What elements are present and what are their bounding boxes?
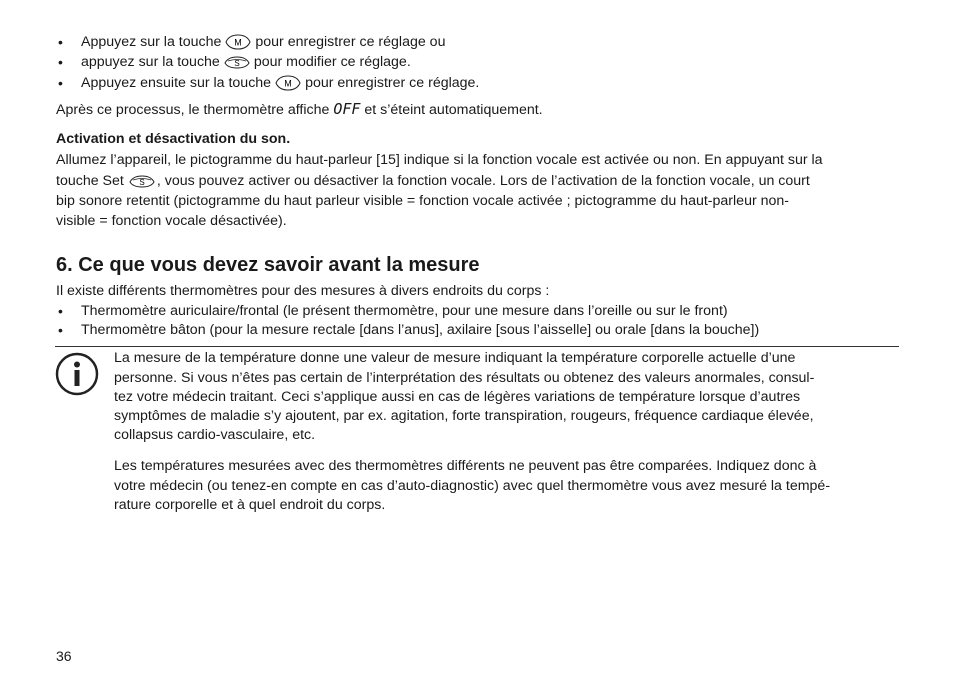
info-text-line: tez votre médecin traitant. Ceci s’applique aussi en cas de légères variations de température lorsque d’autres bbox=[114, 389, 801, 405]
sound-heading: Activation et désactivation du son. bbox=[56, 131, 291, 147]
bullet-marker: • bbox=[58, 54, 63, 70]
info-icon bbox=[55, 352, 99, 396]
bullet-marker: • bbox=[58, 303, 63, 319]
sound-text-line: touche Set S , vous pouvez activer ou désactiver la fonction vocale. Lors de l’activation de la fonction vocale, un court bbox=[56, 171, 810, 195]
svg-text:M: M bbox=[234, 37, 243, 48]
svg-text:M: M bbox=[284, 78, 292, 89]
section-intro: Il existe différents thermomètres pour des mesures à divers endroits du corps : bbox=[56, 283, 550, 299]
sound-text-line: Allumez l’appareil, le pictogramme du haut-parleur [15] indique si la fonction vocale est activée ou non. En appuyant sur la bbox=[56, 152, 823, 168]
sound-text-line: visible = fonction vocale désactivée). bbox=[56, 213, 287, 229]
info-text-line: La mesure de la température donne une valeur de mesure indiquant la température corporelle actuelle d’une bbox=[114, 350, 796, 366]
info-text-line: collapsus cardio-vasculaire, etc. bbox=[114, 427, 316, 443]
svg-text:S: S bbox=[234, 59, 240, 68]
bullet-marker: • bbox=[58, 322, 63, 338]
bullet-marker: • bbox=[58, 75, 63, 91]
bullet-marker: • bbox=[58, 34, 63, 50]
sound-text-line: bip sonore retentit (pictogramme du haut parleur visible = fonction vocale activée ; pictogramme du haut-parleur non- bbox=[56, 193, 790, 209]
page-number: 36 bbox=[56, 648, 72, 664]
thermometer-type-item: Thermomètre auriculaire/frontal (le présent thermomètre, pour une mesure dans l’oreille ou sur le front) bbox=[81, 303, 728, 319]
bullet-save-m-2: Appuyez ensuite sur la touche M pour enregistrer ce réglage. bbox=[81, 73, 479, 97]
info-text-line: symptômes de maladie s’y ajoutent, par ex. agitation, forte transpiration, rougeurs, fréquence cardiaque élevée, bbox=[114, 408, 814, 424]
info-text-line: personne. Si vous n’êtes pas certain de l’interprétation des résultats ou obtenez des valeurs anormales, consul- bbox=[114, 370, 815, 386]
info-text-line: Les températures mesurées avec des thermomètres différents ne peuvent pas être comparées. Indiquez donc à bbox=[114, 458, 817, 474]
after-process-text: Après ce processus, le thermomètre affiche OFF et s’éteint automatiquement. bbox=[56, 100, 543, 118]
svg-text:S: S bbox=[139, 178, 145, 187]
thermometer-type-item: Thermomètre bâton (pour la mesure rectale [dans l’anus], axilaire [sous l’aisselle] ou orale [dans la bouche]) bbox=[81, 322, 760, 338]
m-key-icon bbox=[275, 75, 301, 97]
bullet-modify-s: appuyez sur la touche S pour modifier ce réglage. bbox=[81, 52, 411, 76]
bullet-save-m: Appuyez sur la touche M pour enregistrer ce réglage ou bbox=[81, 32, 445, 56]
lcd-off-display: OFF bbox=[333, 100, 361, 118]
info-text-line: votre médecin (ou tenez-en compte en cas d’auto-diagnostic) avec quel thermomètre vous avez mesuré la tempé- bbox=[114, 478, 831, 494]
section-title: 6. Ce que vous devez savoir avant la mesure bbox=[56, 254, 480, 276]
divider bbox=[55, 346, 899, 347]
info-text-line: rature corporelle et à quel endroit du corps. bbox=[114, 497, 386, 513]
